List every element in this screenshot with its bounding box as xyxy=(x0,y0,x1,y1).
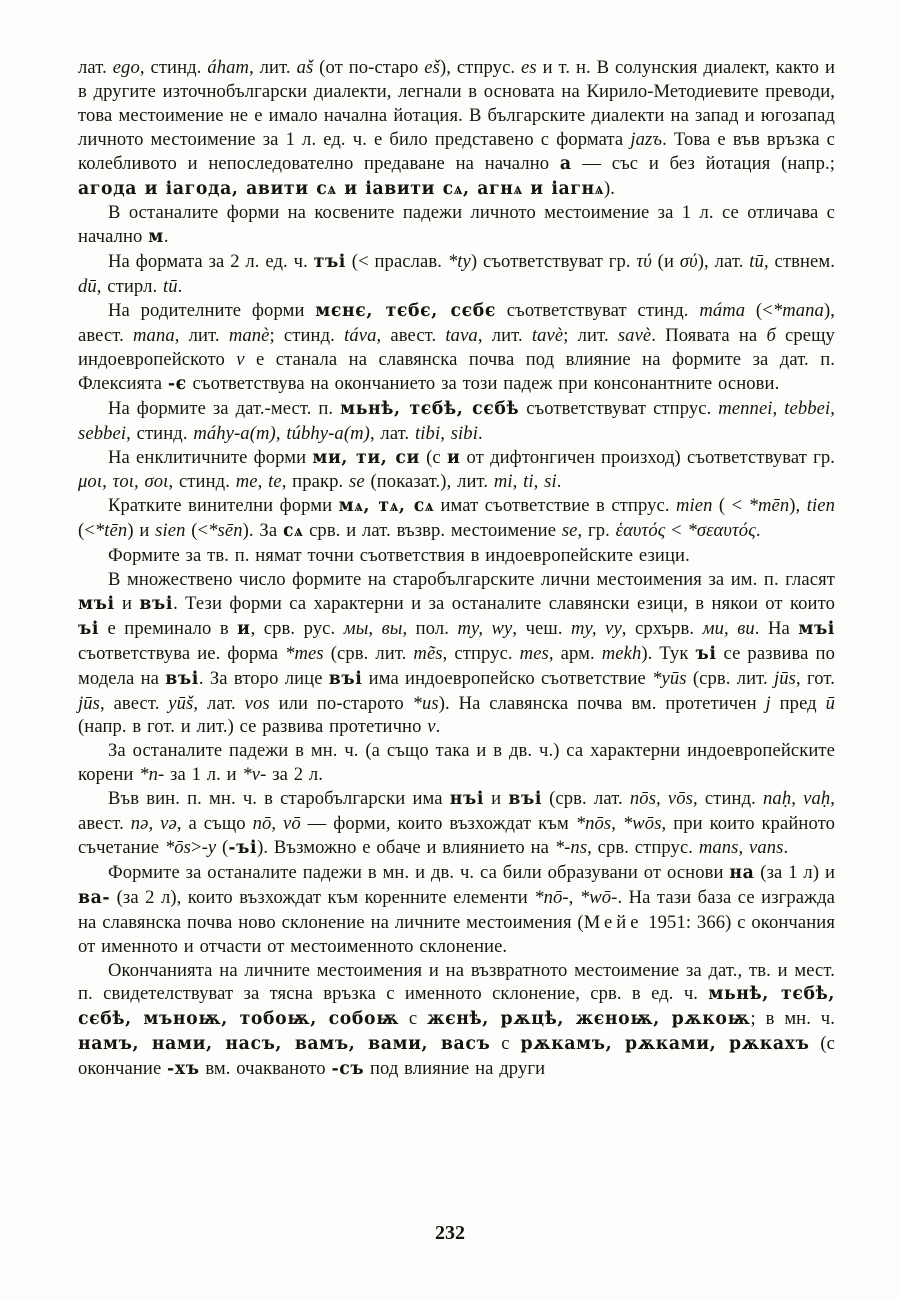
italic-segment: ego xyxy=(112,57,140,78)
italic-segment: mes xyxy=(519,642,549,664)
text-segment: (от по-старо xyxy=(313,57,425,78)
text-segment: , лат. xyxy=(369,422,416,444)
italic-segment: mekh xyxy=(601,642,642,664)
italic-segment: *v- xyxy=(242,764,267,786)
italic-segment: savè xyxy=(617,324,652,346)
italic-segment: tien xyxy=(806,495,835,517)
old-cyrillic-segment: жєнѣ, рѫцѣ, жєноѭ, рѫкоѭ xyxy=(427,1009,751,1030)
text-segment: , чеш. xyxy=(512,617,572,639)
italic-segment: *yūs xyxy=(652,667,687,689)
text-segment: ). На славянска почва вм. протетичен xyxy=(438,692,766,714)
text-segment: ). За xyxy=(242,520,283,542)
text-segment: — форми, които възхождат към xyxy=(300,813,576,835)
text-segment: с xyxy=(399,1008,428,1030)
text-segment: . xyxy=(435,716,441,738)
text-segment: Окончанията на личните местоимения и на възвратното местоимение за дат., тв. и мест. п. свидетелствуват за тясна връзка с именното склонение, срв. в ед. ч. xyxy=(78,959,835,1005)
page-number: 232 xyxy=(435,1222,465,1244)
text-segment: пред xyxy=(770,692,826,714)
text-segment: (срв. лит. xyxy=(686,667,774,689)
text-segment: (< xyxy=(78,520,95,542)
text-segment: лат. xyxy=(78,57,113,78)
italic-segment: *-ns xyxy=(554,837,588,858)
paragraph xyxy=(78,739,835,787)
text-segment: , лит. xyxy=(174,324,229,346)
old-cyrillic-segment: нъі xyxy=(449,789,485,810)
italic-segment: *sēn xyxy=(208,520,243,542)
text-segment: На формите за дат.-мест. п. xyxy=(108,397,341,419)
text-segment: . Появата на xyxy=(651,324,767,346)
text-segment: (срв. лат. xyxy=(542,788,630,810)
italic-segment: *ty xyxy=(447,251,471,273)
text-segment: , лит. xyxy=(477,324,532,346)
text-segment: 1951: 366) с окончания от именното и отчасти от местоименното склонение. xyxy=(78,911,835,957)
italic-segment: *σεαυτός xyxy=(687,520,756,542)
text-segment: (< xyxy=(185,520,209,542)
italic-segment: v xyxy=(427,716,436,738)
italic-segment: *nō-, *wō- xyxy=(534,886,618,908)
old-cyrillic-segment: -ъі xyxy=(228,838,258,858)
italic-segment: jazъ xyxy=(630,128,663,150)
text-segment: ) съответствуват гр. xyxy=(470,251,637,273)
italic-segment: v xyxy=(236,348,245,370)
text-segment: ( xyxy=(216,837,229,858)
text-segment: е преминало в xyxy=(99,617,238,639)
text-segment: На енклитичните форми xyxy=(108,446,313,468)
text-segment: за 1 л. и xyxy=(164,764,243,786)
italic-segment: mi, ti, si xyxy=(493,471,557,493)
old-cyrillic-segment: намъ, нами, насъ, вамъ, вами, васъ xyxy=(78,1034,491,1055)
italic-segment: *mēn xyxy=(748,495,790,517)
italic-segment: tū xyxy=(749,251,764,273)
italic-segment: es xyxy=(521,57,537,78)
text-segment: . xyxy=(163,226,169,248)
italic-segment: my, wy xyxy=(457,617,513,639)
text-segment: Във вин. п. мн. ч. в старобългарски има xyxy=(108,788,450,810)
italic-segment: mien xyxy=(675,495,713,517)
paragraph xyxy=(78,959,835,1083)
italic-segment: jūs xyxy=(774,667,796,689)
text-segment: — със и без йотация (напр.; xyxy=(571,152,836,174)
italic-segment: *nōs, *wōs xyxy=(575,813,662,835)
text-segment: ). xyxy=(603,177,616,199)
old-cyrillic-segment: мъі xyxy=(78,593,115,614)
text-segment: , а също xyxy=(176,813,253,835)
text-segment: , срв. рус. xyxy=(250,617,344,639)
old-cyrillic-segment: мьнѣ, тєбѣ, сєбѣ xyxy=(340,398,520,419)
text-segment: . xyxy=(477,422,483,444)
text-segment: . Това е във връзка с колебливото и непоследователно предаване на начално xyxy=(78,128,835,174)
text-segment: Формите за останалите падежи в мн. и дв. ч. са били образувани от основи xyxy=(108,861,730,883)
text-segment: вм. очакваното xyxy=(199,1058,332,1080)
text-segment: ). Тук xyxy=(641,642,696,664)
old-cyrillic-segment: въі xyxy=(139,593,174,614)
text-segment: от дифтонгичен произход) съответствуват гр. xyxy=(460,446,835,468)
text-segment: ; лит. xyxy=(563,324,618,346)
old-cyrillic-segment: мєнє, тєбє, сєбє xyxy=(315,301,497,322)
paragraph xyxy=(78,397,835,446)
text-segment: се развива по модела на xyxy=(78,642,835,689)
italic-segment: eš xyxy=(424,57,440,78)
paragraph xyxy=(78,250,835,299)
text-segment: съответствуват стинд. xyxy=(496,300,700,322)
paragraph xyxy=(78,201,835,250)
italic-segment: ū xyxy=(825,692,835,714)
italic-segment: se xyxy=(349,471,365,493)
italic-segment: yūš xyxy=(168,692,194,714)
old-cyrillic-segment: а xyxy=(559,153,572,174)
text-segment: ) и xyxy=(127,520,156,542)
old-cyrillic-segment: на xyxy=(729,862,755,883)
italic-segment: *n- xyxy=(139,764,165,786)
old-cyrillic-segment: рѫкамъ, рѫками, рѫкахъ xyxy=(520,1034,810,1055)
italic-segment: j xyxy=(765,692,771,714)
text-segment: ), авест. xyxy=(78,300,835,346)
text-segment: ), xyxy=(789,495,807,517)
italic-segment: áham xyxy=(207,57,250,78)
text-segment: Формите за тв. п. нямат точни съответствия в индоевропейските езици. xyxy=(108,545,690,567)
text-segment: , ствнем. xyxy=(763,251,835,273)
old-cyrillic-segment: -є xyxy=(167,373,187,394)
italic-segment: *mana xyxy=(772,300,824,322)
old-cyrillic-segment: въі xyxy=(328,668,363,689)
italic-segment: *mes xyxy=(285,642,324,664)
text-segment: (напр. в гот. и лит.) се развива протетично xyxy=(78,716,428,738)
text-segment: съответствува на окончанието за този падеж при консонантните основи. xyxy=(186,372,780,394)
text-segment: . За второ лице xyxy=(198,667,329,689)
old-cyrillic-segment: ва- xyxy=(78,887,111,908)
text-segment: , стпрус. xyxy=(442,642,520,664)
italic-segment: б xyxy=(766,324,776,346)
italic-segment: jūs xyxy=(78,692,100,714)
italic-segment: táva xyxy=(344,324,377,346)
text-segment: има индоевропейско съответствие xyxy=(362,667,653,689)
italic-segment: μοι, τοι, σοι xyxy=(78,471,169,493)
old-cyrillic-segment: агода и іагода, авити сѧ и іавити сѧ, агнѧ и іагнѧ xyxy=(78,178,604,199)
paragraph xyxy=(78,787,835,861)
italic-segment: mennei, tebbei, sebbei xyxy=(78,397,835,444)
italic-segment: mẽs xyxy=(413,642,443,664)
text-segment: под влияние на други xyxy=(364,1058,546,1080)
text-segment: (< праслав. xyxy=(345,251,448,273)
text-segment: . xyxy=(556,471,562,493)
italic-segment: мы, вы xyxy=(343,617,403,639)
text-segment: На формата за 2 л. ед. ч. xyxy=(108,251,314,273)
italic-segment: manè xyxy=(228,324,270,346)
old-cyrillic-segment: тъі xyxy=(313,252,346,273)
italic-segment: *us xyxy=(412,692,439,714)
text-segment: , авест. xyxy=(376,324,446,346)
italic-segment: -y xyxy=(201,837,217,858)
text-segment: ), лат. xyxy=(697,251,750,273)
text-segment: , стинд. xyxy=(693,788,764,810)
text-block xyxy=(78,56,835,1082)
text-segment: . xyxy=(177,276,183,298)
text-segment: . xyxy=(755,520,761,542)
italic-segment: nə, və xyxy=(130,813,177,835)
paragraph xyxy=(78,299,835,397)
text-segment: за 2 л. xyxy=(266,764,324,786)
text-segment: В останалите форми на косвените падежи личното местоимение за 1 л. се отличава с начално xyxy=(78,202,835,248)
text-segment: (за 1 л) и xyxy=(754,861,835,883)
text-segment: ; в мн. ч. xyxy=(750,1008,835,1030)
text-segment: , гр. xyxy=(577,520,616,542)
italic-segment: se xyxy=(561,520,578,542)
text-segment: и xyxy=(484,788,509,810)
italic-segment: tibi, sibi xyxy=(415,422,478,444)
old-cyrillic-segment: и xyxy=(237,618,251,639)
text-segment: (с окончание xyxy=(78,1033,836,1080)
text-segment: (срв. лит. xyxy=(323,642,414,664)
text-segment: > xyxy=(191,837,202,858)
text-segment: срв. и лат. възвр. местоимение xyxy=(303,520,562,542)
text-segment: , пол. xyxy=(402,617,458,639)
text-segment: Кратките винителни форми xyxy=(108,495,339,517)
text-segment: За останалите падежи в мн. ч. (а също така и в дв. ч.) са характерни индоевропейските корени xyxy=(78,740,835,786)
text-segment: , срв. стпрус. xyxy=(587,837,699,858)
old-cyrillic-segment: и xyxy=(446,447,461,468)
italic-segment: mana xyxy=(133,324,175,346)
paragraph xyxy=(78,861,835,959)
text-segment: и т. н. В солунския диалект, както и в другите източнобългарски диалекти, легнали в основата на Кирило-Методиевите преводи, това местоимение не е имало начална йотация. В българските диалекти на запад и югозапад личното местоимение за 1 л. ед. ч. е било представено с формата xyxy=(78,57,835,150)
italic-segment: my, vy xyxy=(571,617,622,639)
text-segment: , авест. xyxy=(100,692,169,714)
old-cyrillic-segment: въі xyxy=(508,789,542,810)
italic-segment: τύ xyxy=(636,251,652,273)
old-cyrillic-segment: мъі xyxy=(798,618,835,639)
old-cyrillic-segment: мѧ, тѧ, сѧ xyxy=(338,496,435,517)
text-segment: съответствува ие. форма xyxy=(78,642,286,664)
text-segment: ; стинд. xyxy=(269,324,345,346)
text-segment: , гот. xyxy=(796,667,835,689)
text-segment: ). Възможно е обаче и влиянието на xyxy=(257,837,555,858)
italic-segment: ми, ви xyxy=(702,617,755,639)
text-segment: , при които крайното съчетание xyxy=(78,813,836,858)
text-segment: ), стпрус. xyxy=(439,57,522,78)
text-segment: , лат. xyxy=(193,692,245,714)
text-segment: . На тази база се изгражда на славянска почва ново склонение на личните местоимения ( xyxy=(78,886,835,933)
old-cyrillic-segment: м xyxy=(148,227,164,248)
italic-segment: mans, vans xyxy=(698,837,784,858)
paragraph xyxy=(78,544,835,568)
old-cyrillic-segment: ъі xyxy=(695,643,717,664)
old-cyrillic-segment: мьнѣ, тєбѣ, сєбѣ, мъноѭ, тобоѭ, собоѭ xyxy=(78,984,835,1030)
italic-segment: sien xyxy=(155,520,186,542)
text-segment: (с xyxy=(419,446,447,468)
text-segment: < xyxy=(665,520,688,542)
italic-segment: σύ xyxy=(679,251,698,273)
text-segment: , пракр. xyxy=(281,471,350,493)
old-cyrillic-segment: въі xyxy=(165,668,199,689)
italic-segment: máhy-a(m), túbhy-a(m) xyxy=(193,422,370,444)
italic-segment: nō, vō xyxy=(252,813,301,835)
text-segment: На родителните форми xyxy=(108,300,316,322)
italic-segment: máma xyxy=(699,300,746,322)
italic-segment: *tēn xyxy=(94,520,128,542)
text-segment: , арм. xyxy=(548,642,602,664)
text-segment: съответствуват стпрус. xyxy=(519,397,719,419)
text-segment: или по-старото xyxy=(269,692,413,714)
italic-segment: tū xyxy=(162,276,178,298)
old-cyrillic-segment: ъі xyxy=(78,618,100,639)
old-cyrillic-segment: ми, ти, си xyxy=(312,447,420,468)
italic-segment: me, te xyxy=(235,471,282,493)
italic-segment: ἑαυτός xyxy=(615,520,666,542)
paragraph xyxy=(78,56,835,201)
old-cyrillic-segment: -хъ xyxy=(167,1059,200,1080)
italic-segment: naḥ, vaḥ xyxy=(763,788,831,810)
text-segment: (< xyxy=(745,300,773,322)
text-segment: , лит. xyxy=(249,57,297,78)
text-segment: . Тези форми са характерни и за останалите славянски езици, в някои от които xyxy=(173,592,835,614)
paragraph xyxy=(78,446,835,495)
text-segment: , стинд. xyxy=(126,422,194,444)
text-segment: срещу индоевропейското xyxy=(78,324,835,370)
italic-segment: aš xyxy=(296,57,314,78)
text-segment: , стинд. xyxy=(139,57,208,78)
paragraph xyxy=(78,568,835,739)
italic-segment: *ōs xyxy=(164,837,192,858)
text-segment: ( < xyxy=(712,495,749,517)
italic-segment: nōs, vōs xyxy=(629,788,694,810)
italic-segment: dū xyxy=(78,276,97,298)
text-segment: имат съответствие в стпрус. xyxy=(434,495,676,517)
spaced-segment: Мейе xyxy=(583,911,643,933)
italic-segment: vos xyxy=(244,692,270,714)
text-segment: , стинд. xyxy=(168,471,236,493)
text-segment: , стирл. xyxy=(96,276,163,298)
text-segment: . На xyxy=(754,617,799,639)
paragraph xyxy=(78,494,835,544)
old-cyrillic-segment: сѧ xyxy=(282,521,304,542)
text-segment: (за 2 л), които възхождат към коренните елементи xyxy=(110,886,535,908)
text-segment: , срхърв. xyxy=(621,617,703,639)
text-segment: (показат.), лит. xyxy=(364,471,494,493)
text-segment: . xyxy=(783,837,789,858)
text-segment: , авест. xyxy=(78,788,836,835)
italic-segment: tavè xyxy=(531,324,564,346)
italic-segment: tava xyxy=(445,324,478,346)
text-segment: и xyxy=(114,592,140,614)
text-segment: В множествено число формите на старобългарските лични местоимения за им. п. гласят xyxy=(108,569,835,591)
text-segment: с xyxy=(490,1033,521,1055)
text-segment: (и xyxy=(651,251,680,273)
text-segment: е станала на славянска почва под влияние на формите за дат. п. Флексията xyxy=(78,348,835,394)
old-cyrillic-segment: -съ xyxy=(331,1059,365,1080)
